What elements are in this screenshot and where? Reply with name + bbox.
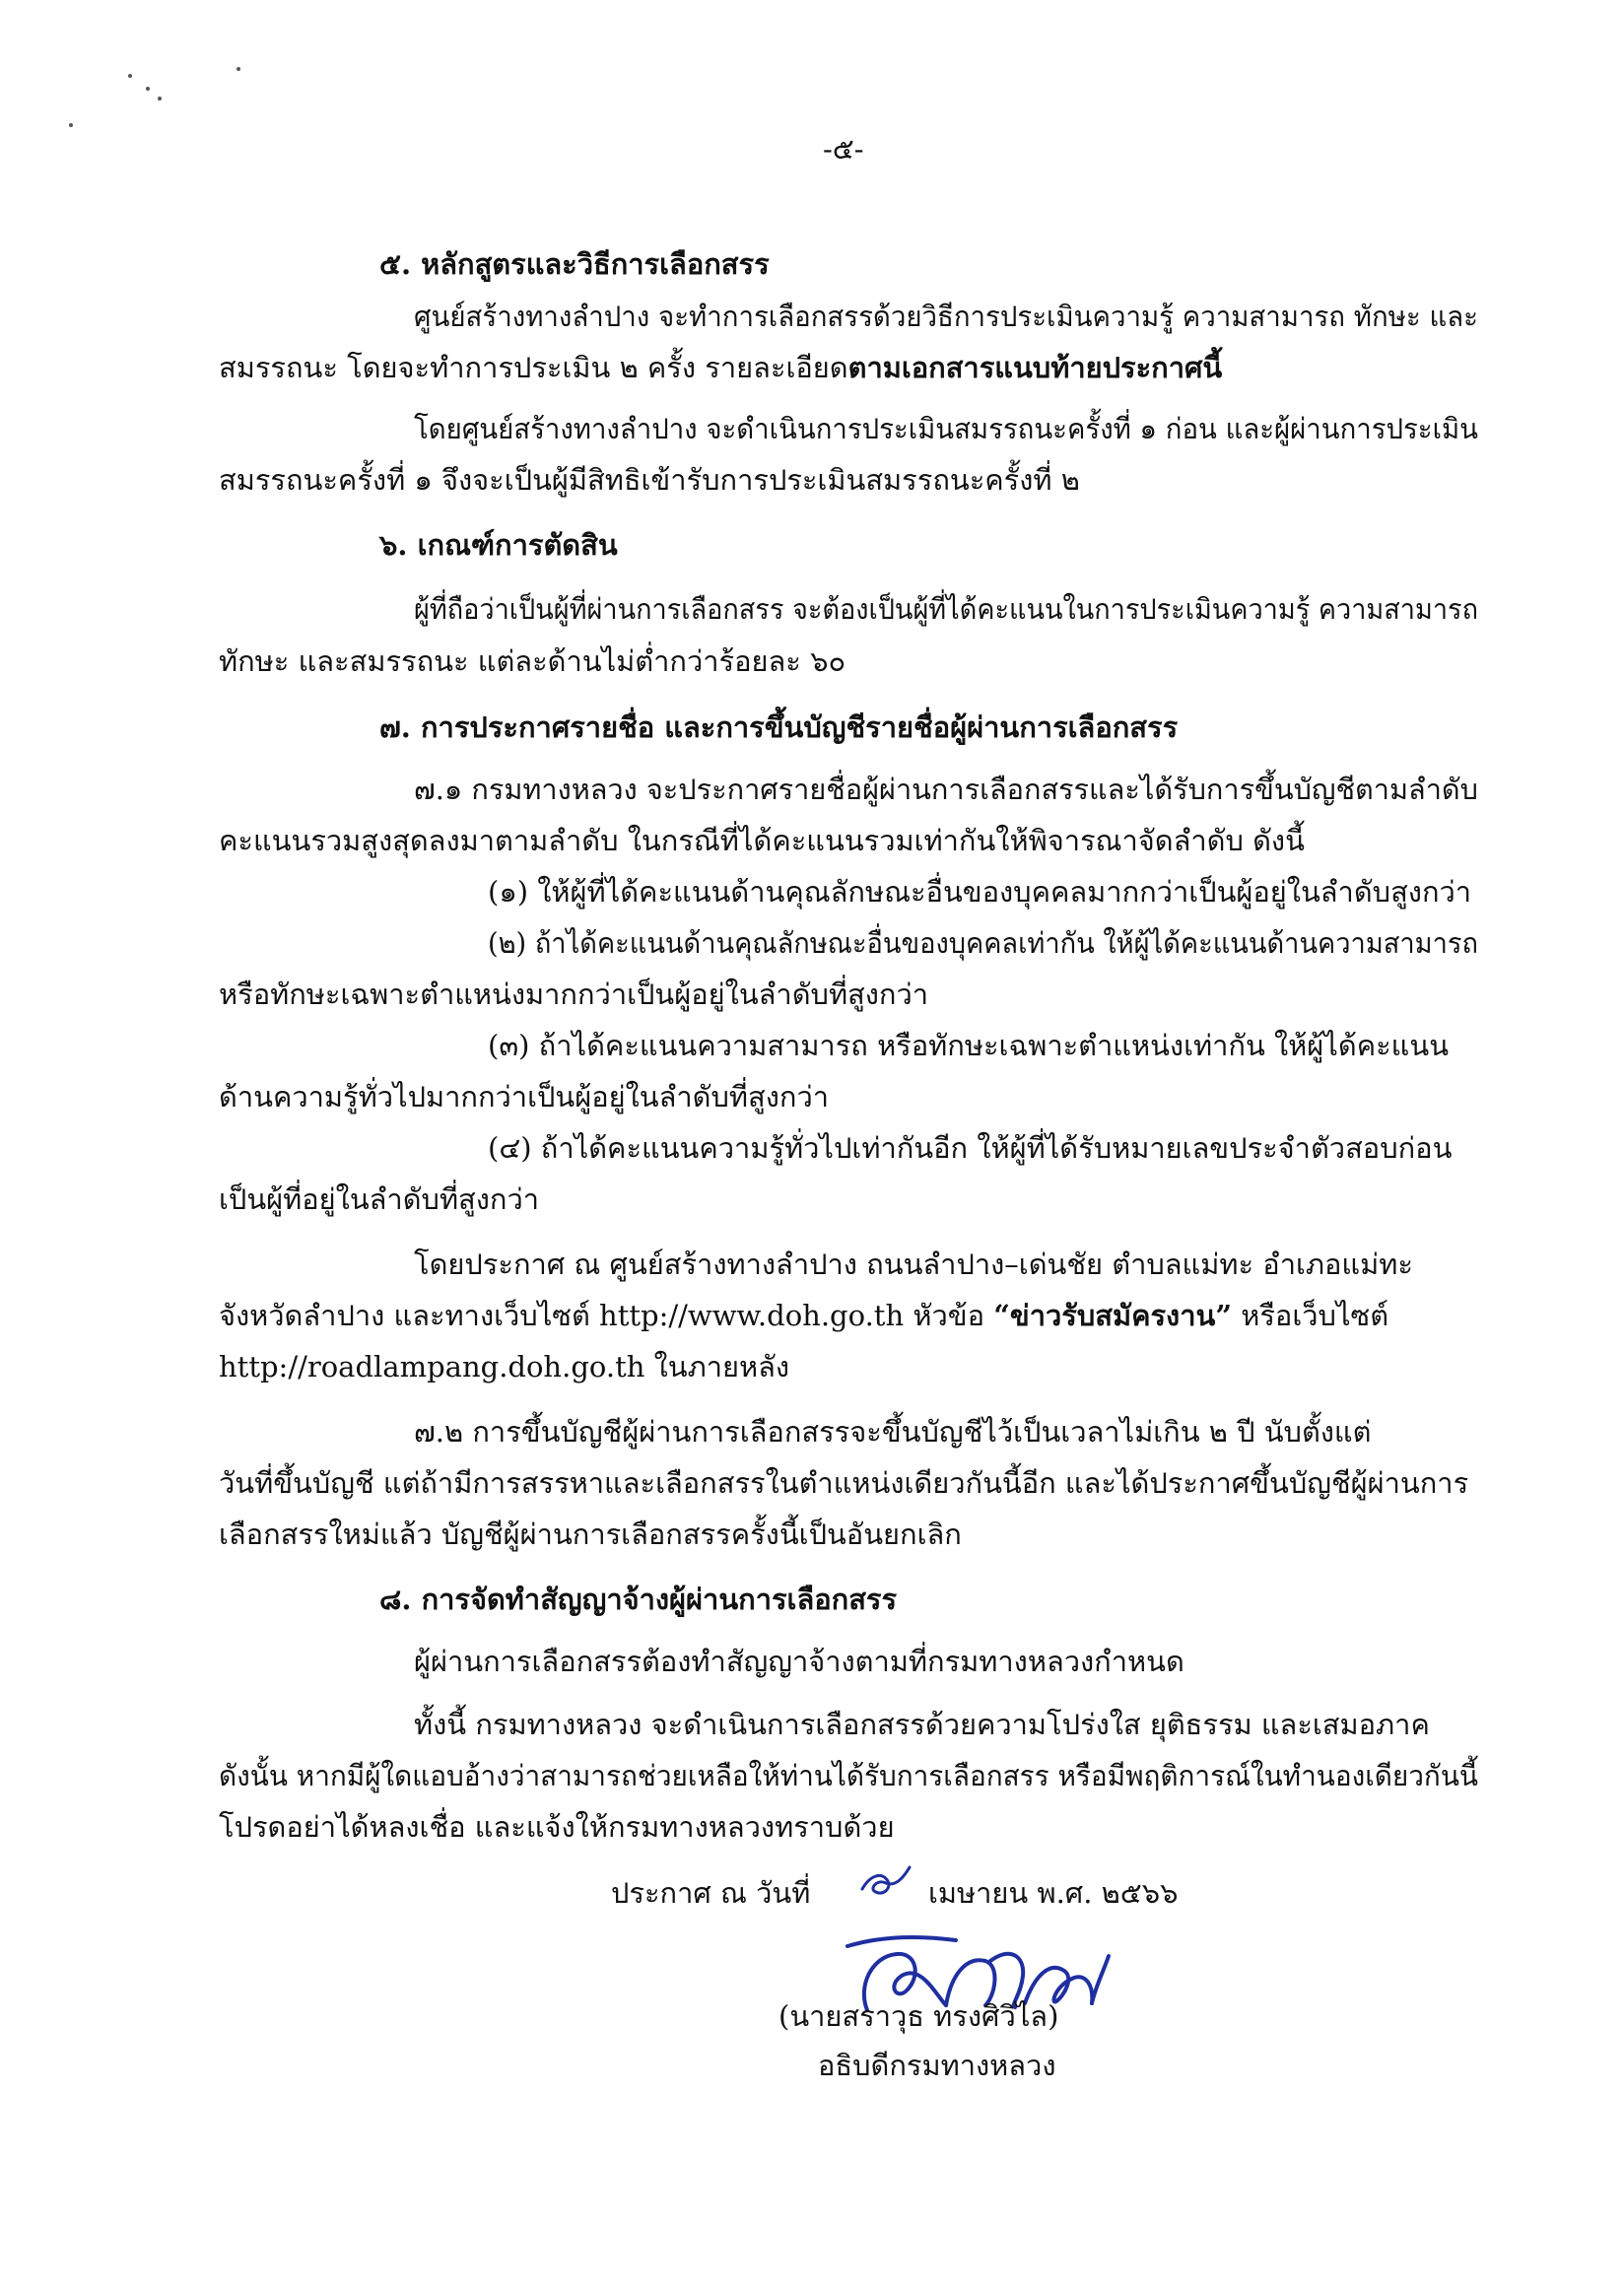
closing-line3: โปรดอย่าได้หลงเชื่อ และแจ้งให้กรมทางหลวงทราบด้วย (219, 1810, 895, 1844)
signatory-title: อธิบดีกรมทางหลวง (818, 2049, 1056, 2082)
section-7-2-line1: ๗.๒ การขึ้นบัญชีผู้ผ่านการเลือกสรรจะขึ้นบัญชีไว้เป็นเวลาไม่เกิน ๒ ปี นับตั้งแต่ (414, 1415, 1372, 1449)
section-6-line1: ผู้ที่ถือว่าเป็นผู้ที่ผ่านการเลือกสรร จะต้องเป็นผู้ที่ได้คะแนนในการประเมินความรู้ ความสามารถ (414, 592, 1478, 626)
criterion-3-line2: ด้านความรู้ทั่วไปมากกว่าเป็นผู้อยู่ในลำดับที่สูงกว่า (219, 1080, 830, 1113)
section-7-1-line1: ๗.๑ กรมทางหลวง จะประกาศรายชื่อผู้ผ่านการเลือกสรรและได้รับการขึ้นบัญชีตามลำดับ (414, 773, 1478, 806)
announce-date-month-year: เมษายน พ.ศ. ๒๕๖๖ (928, 1876, 1179, 1910)
criterion-4-line1: (๔) ถ้าได้คะแนนความรู้ทั่วไปเท่ากันอีก ให้ผู้ที่ได้รับหมายเลขประจำตัวสอบก่อน (488, 1131, 1453, 1165)
scan-speck (158, 97, 162, 101)
section-6-heading: ๖. เกณฑ์การตัดสิน (379, 528, 618, 562)
signatory-name: (นายสราวุธ ทรงศิวิไล) (778, 1999, 1059, 2033)
criterion-2-line1: (๒) ถ้าได้คะแนนด้านคุณลักษณะอื่นของบุคคลเท่ากัน ให้ผู้ได้คะแนนด้านความสามารถ (488, 926, 1478, 960)
section-7-1-line2: คะแนนรวมสูงสุดลงมาตามลำดับ ในกรณีที่ได้คะแนนรวมเท่ากันให้พิจารณาจัดลำดับ ดังนี้ (219, 824, 1305, 857)
section-5-p1-line1: ศูนย์สร้างทางลำปาง จะทำการเลือกสรรด้วยวิธีการประเมินความรู้ ความสามารถ ทักษะ และ (414, 300, 1478, 333)
section-5-heading: ๕. หลักสูตรและวิธีการเลือกสรร (379, 247, 770, 281)
section-7-2-line2: วันที่ขึ้นบัญชี แต่ถ้ามีการสรรหาและเลือกสรรในตำแหน่งเดียวกันนี้อีก และได้ประกาศขึ้นบัญชีผู้ผ่านการ (219, 1466, 1469, 1500)
announcement-line3: http://roadlampang.doh.go.th ในภายหลัง (219, 1350, 790, 1383)
page-number: -๕- (823, 132, 864, 166)
announcement-line2-b: หรือเว็บไซต์ (1232, 1299, 1389, 1332)
criterion-2-line2: หรือทักษะเฉพาะตำแหน่งมากกว่าเป็นผู้อยู่ในลำดับที่สูงกว่า (219, 978, 929, 1011)
announcement-topic: “ข่าวรับสมัครงาน” (993, 1299, 1233, 1332)
announce-date-prefix: ประกาศ ณ วันที่ (611, 1876, 811, 1910)
criterion-4-line2: เป็นผู้ที่อยู่ในลำดับที่สูงกว่า (219, 1182, 540, 1216)
section-5-p2-line2: สมรรถนะครั้งที่ ๑ จึงจะเป็นผู้มีสิทธิเข้ารับการประเมินสมรรถนะครั้งที่ ๒ (219, 463, 1080, 497)
announcement-line2 (219, 1293, 1388, 1338)
announcement-line1: โดยประกาศ ณ ศูนย์สร้างทางลำปาง ถนนลำปาง–เด่นชัย ตำบลแม่ทะ อำเภอแม่ทะ (414, 1248, 1413, 1281)
section-5-p2-line1: โดยศูนย์สร้างทางลำปาง จะดำเนินการประเมินสมรรถนะครั้งที่ ๑ ก่อน และผู้ผ่านการประเมิน (414, 412, 1478, 445)
scan-speck (146, 87, 150, 91)
criterion-1: (๑) ให้ผู้ที่ได้คะแนนด้านคุณลักษณะอื่นของบุคคลมากกว่าเป็นผู้อยู่ในลำดับสูงกว่า (488, 875, 1472, 909)
section-6-line2: ทักษะ และสมรรถนะ แต่ละด้านไม่ต่ำกว่าร้อยละ ๖๐ (219, 644, 846, 678)
scan-speck (128, 74, 132, 78)
scan-speck (237, 67, 240, 71)
section-7-2-line3: เลือกสรรใหม่แล้ว บัญชีผู้ผ่านการเลือกสรรครั้งนี้เป็นอันยกเลิก (219, 1518, 962, 1551)
closing-line2: ดังนั้น หากมีผู้ใดแอบอ้างว่าสามารถช่วยเหลือให้ท่านได้รับการเลือกสรร หรือมีพฤติการณ์ในทำนองเดียวกันนี้ (219, 1759, 1478, 1792)
closing-line1: ทั้งนี้ กรมทางหลวง จะดำเนินการเลือกสรรด้วยความโปร่งใส ยุติธรรม และเสมอภาค (414, 1708, 1430, 1741)
section-7-heading: ๗. การประกาศรายชื่อ และการขึ้นบัญชีรายชื่อผู้ผ่านการเลือกสรร (379, 710, 1179, 744)
section-5-p1-line2 (219, 345, 1222, 390)
section-8-heading: ๘. การจัดทำสัญญาจ้างผู้ผ่านการเลือกสรร (379, 1583, 898, 1616)
criterion-3-line1: (๓) ถ้าได้คะแนนความสามารถ หรือทักษะเฉพาะตำแหน่งเท่ากัน ให้ผู้ได้คะแนน (488, 1029, 1450, 1062)
section-8-line1: ผู้ผ่านการเลือกสรรต้องทำสัญญาจ้างตามที่กรมทางหลวงกำหนด (414, 1645, 1184, 1678)
handwritten-day (852, 1857, 921, 1907)
section-5-p1-line2-plain: สมรรถนะ โดยจะทำการประเมิน ๒ ครั้ง รายละเอียด (219, 351, 848, 384)
section-5-p1-line2-bold: ตามเอกสารแนบท้ายประกาศนี้ (847, 351, 1223, 384)
scan-speck (69, 123, 73, 127)
announcement-line2-a: จังหวัดลำปาง และทางเว็บไซต์ http://www.doh.go.th หัวข้อ (219, 1299, 994, 1332)
